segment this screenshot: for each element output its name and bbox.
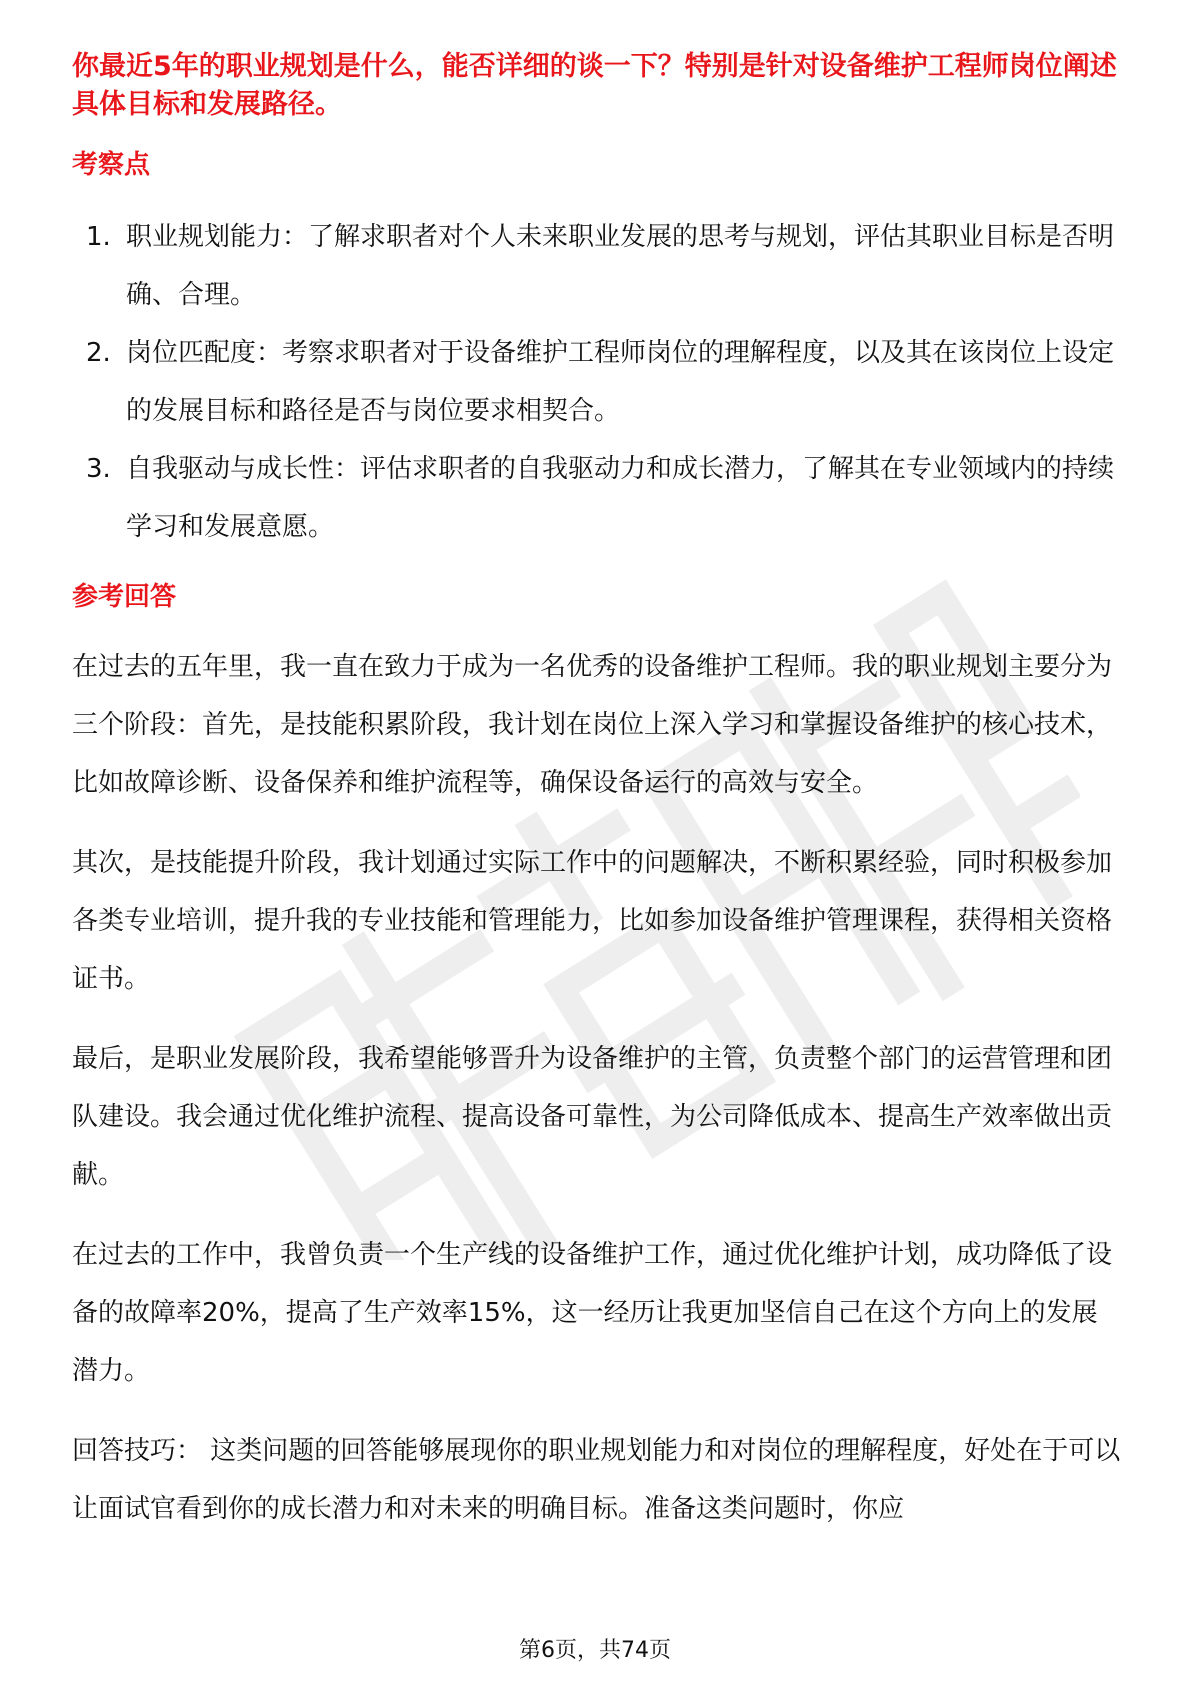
evaluation-points-list (72, 208, 1122, 556)
answer-paragraph: 在过去的五年里，我一直在致力于成为一名优秀的设备维护工程师。我的职业规划主要分为三个阶段：首先，是技能积累阶段，我计划在岗位上深入学习和掌握设备维护的核心技术，比如故障诊断、设备保养和维护流程等，确保设备运行的高效与安全。 (72, 652, 1113, 798)
answer-paragraph: 最后，是职业发展阶段，我希望能够晋升为设备维护的主管，负责整个部门的运营管理和团队建设。我会通过优化维护流程、提高设备可靠性，为公司降低成本、提高生产效率做出贡献。 (72, 1044, 1113, 1190)
list-item-text: 自我驱动与成长性：评估求职者的自我驱动力和成长潜力，了解其在专业领域内的持续学习和发展意愿。 (126, 454, 1115, 542)
list-item-number: 3. (86, 454, 111, 484)
answer-tips-paragraph: 回答技巧： 这类问题的回答能够展现你的职业规划能力和对岗位的理解程度，好处在于可以让面试官看到你的成长潜力和对未来的明确目标。准备这类问题时，你应 (72, 1436, 1121, 1524)
document-page (72, 48, 1122, 1538)
list-item-text: 岗位匹配度：考察求职者对于设备维护工程师岗位的理解程度，以及其在该岗位上设定的发展目标和路径是否与岗位要求相契合。 (126, 338, 1115, 426)
answer-paragraph: 在过去的工作中，我曾负责一个生产线的设备维护工作，通过优化维护计划，成功降低了设备的故障率20%，提高了生产效率15%，这一经历让我更加坚信自己在这个方向上的发展潜力。 (72, 1240, 1113, 1386)
list-item (72, 208, 1122, 324)
list-item (72, 324, 1122, 440)
question-title: 你最近5年的职业规划是什么，能否详细的谈一下？特别是针对设备维护工程师岗位阐述具体目标和发展路径。 (72, 51, 1117, 120)
list-item-text: 职业规划能力：了解求职者对个人未来职业发展的思考与规划，评估其职业目标是否明确、合理。 (126, 222, 1115, 310)
list-item (72, 440, 1122, 556)
answer-heading: 参考回答 (72, 582, 177, 612)
answer-paragraph: 其次，是技能提升阶段，我计划通过实际工作中的问题解决，不断积累经验，同时积极参加各类专业培训，提升我的专业技能和管理能力，比如参加设备维护管理课程，获得相关资格证书。 (72, 848, 1113, 994)
list-item-number: 2. (86, 338, 111, 368)
list-item-number: 1. (86, 222, 111, 252)
page-number-footer: 第6页，共74页 (519, 1638, 671, 1663)
points-heading: 考察点 (72, 150, 151, 180)
